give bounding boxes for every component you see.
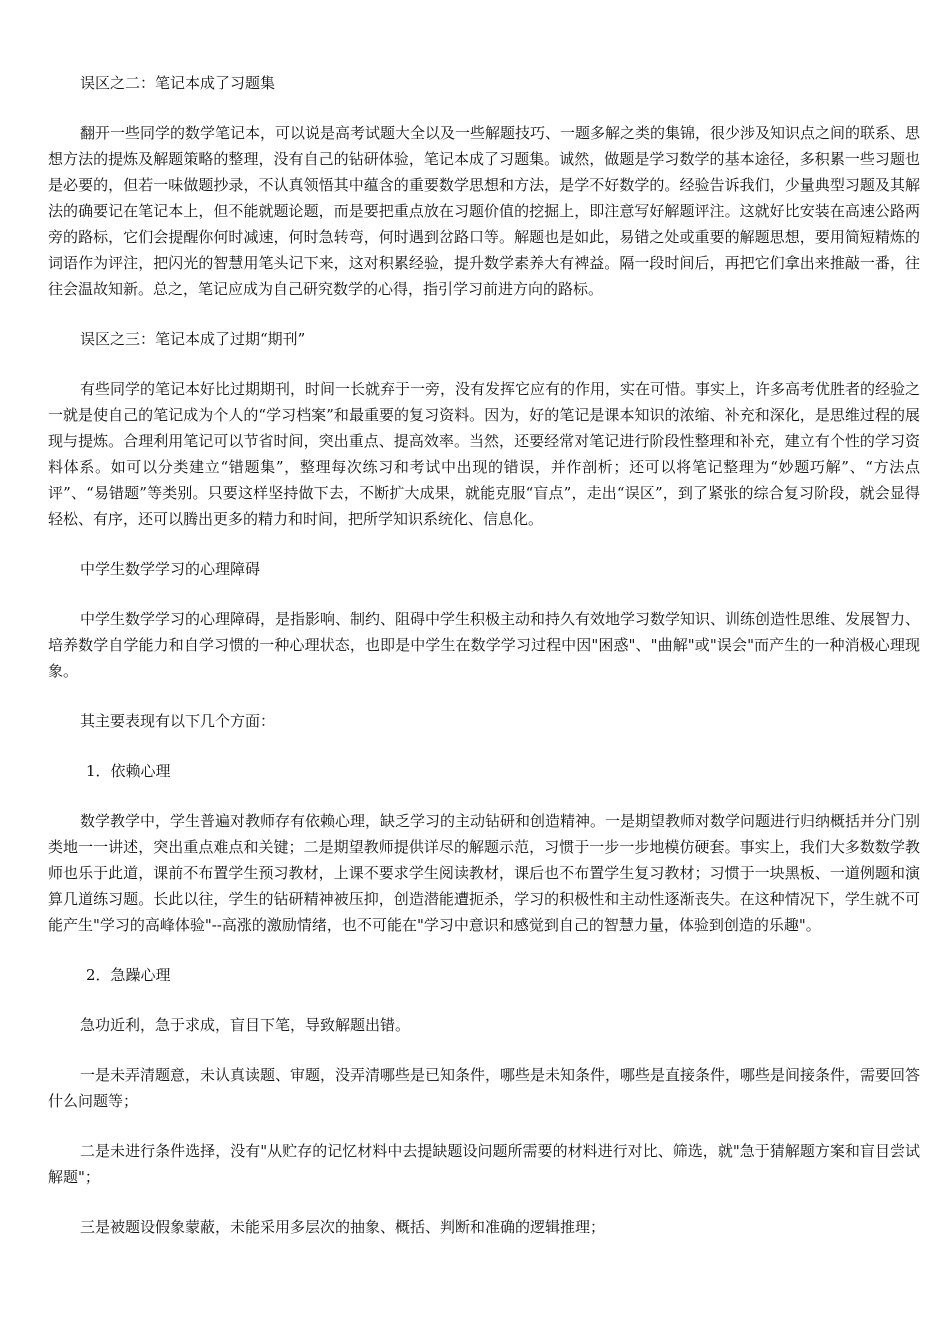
paragraph-main-manifestations: 其主要表现有以下几个方面： <box>80 712 276 730</box>
paragraph-dependence: 数学教学中，学生普遍对教师存有依赖心理，缺乏学习的主动钻研和创造精神。一是期望教师对数学问题进行归纳概括并分门别类地一一讲述，突出重点难点和关键；二是期望教师提供详尽的解题示范，习惯于一步一步地模仿硬套。事实上，我们大多数数学教师也乐于此道，课前不布置学生预习教材，上课不要求学生阅读教材，课后也不布置学生复习教材；习惯于一块黑板、一道例题和演算几道练习题。长此以往，学生的钻研精神被压抑，创造潜能遭扼杀，学习的积极性和主动性逐渐丧失。在这种情况下，学生就不可能产生"学习的高峰体验"--高涨的激励情绪，也不可能在"学习中意识和感觉到自己的智慧力量，体验到创造的乐趣"。 <box>48 812 921 934</box>
paragraph-impatience-summary: 急功近利，急于求成，盲目下笔，导致解题出错。 <box>80 1016 411 1034</box>
paragraph-misconception-2: 翻开一些同学的数学笔记本，可以说是高考试题大全以及一些解题技巧、一题多解之类的集锦，很少涉及知识点之间的联系、思想方法的提炼及解题策略的整理，没有自己的钻研体验，笔记本成了习题集。诚然，做题是学习数学的基本途径，多积累一些习题也是必要的，但若一味做题抄录，不认真领悟其中蕴含的重要数学思想和方法，是学不好数学的。经验告诉我们，少量典型习题及其解法的确要记在笔记本上，但不能就题论题，而是要把重点放在习题价值的挖掘上，即注意写好解题评注。这就好比安装在高速公路两旁的路标，它们会提醒你何时减速，何时急转弯，何时遇到岔路口等。解题也是如此，易错之处或重要的解题思想，要用简短精炼的词语作为评注，把闪光的智慧用笔头记下来，这对积累经验，提升数学素养大有裨益。隔一段时间后，再把它们拿出来推敲一番，往往会温故知新。总之，笔记应成为自己研究数学的心得，指引学习前进方向的路标。 <box>48 124 921 298</box>
heading-misconception-3: 误区之三：笔记本成了过期“期刊” <box>80 330 306 348</box>
heading-psychological-barriers: 中学生数学学习的心理障碍 <box>80 560 261 578</box>
paragraph-impatience-point-2: 二是未进行条件选择，没有"从贮存的记忆材料中去提缺题设问题所需要的材料进行对比、筛选，就"急于猜解题方案和盲目尝试解题"； <box>48 1142 920 1186</box>
paragraph-barrier-definition: 中学生数学学习的心理障碍，是指影响、制约、阻碍中学生积极主动和持久有效地学习数学知识、训练创造性思维、发展智力、培养数学自学能力和自学习惯的一种心理状态，也即是中学生在数学学习过程中因"困惑"、"曲解"或"误会"而产生的一种消极心理现象。 <box>48 610 921 680</box>
paragraph-impatience-point-3: 三是被题设假象蒙蔽，未能采用多层次的抽象、概括、判断和准确的逻辑推理； <box>80 1218 606 1236</box>
paragraph-impatience-point-1: 一是未弄清题意，未认真读题、审题，没弄清哪些是已知条件，哪些是未知条件，哪些是直接条件，哪些是间接条件，需要回答什么问题等； <box>48 1066 921 1110</box>
paragraph-misconception-3: 有些同学的笔记本好比过期期刊，时间一长就弃于一旁，没有发挥它应有的作用，实在可惜。事实上，许多高考优胜者的经验之一就是使自己的笔记成为个人的“学习档案”和最重要的复习资料。因为，好的笔记是课本知识的浓缩、补充和深化，是思维过程的展现与提炼。合理利用笔记可以节省时间，突出重点、提高效率。当然，还要经常对笔记进行阶段性整理和补充，建立有个性的学习资料体系。如可以分类建立“错题集”，整理每次练习和考试中出现的错误，并作剖析；还可以将笔记整理为“妙题巧解”、“方法点评”、“易错题”等类别。只要这样坚持做下去，不断扩大成果，就能克服“盲点”，走出“误区”，到了紧张的综合复习阶段，就会显得轻松、有序，还可以腾出更多的精力和时间，把所学知识系统化、信息化。 <box>48 380 921 528</box>
heading-misconception-2: 误区之二：笔记本成了习题集 <box>80 74 276 92</box>
heading-impatience: 2．急躁心理 <box>86 966 171 984</box>
heading-dependence: 1．依赖心理 <box>86 762 171 780</box>
